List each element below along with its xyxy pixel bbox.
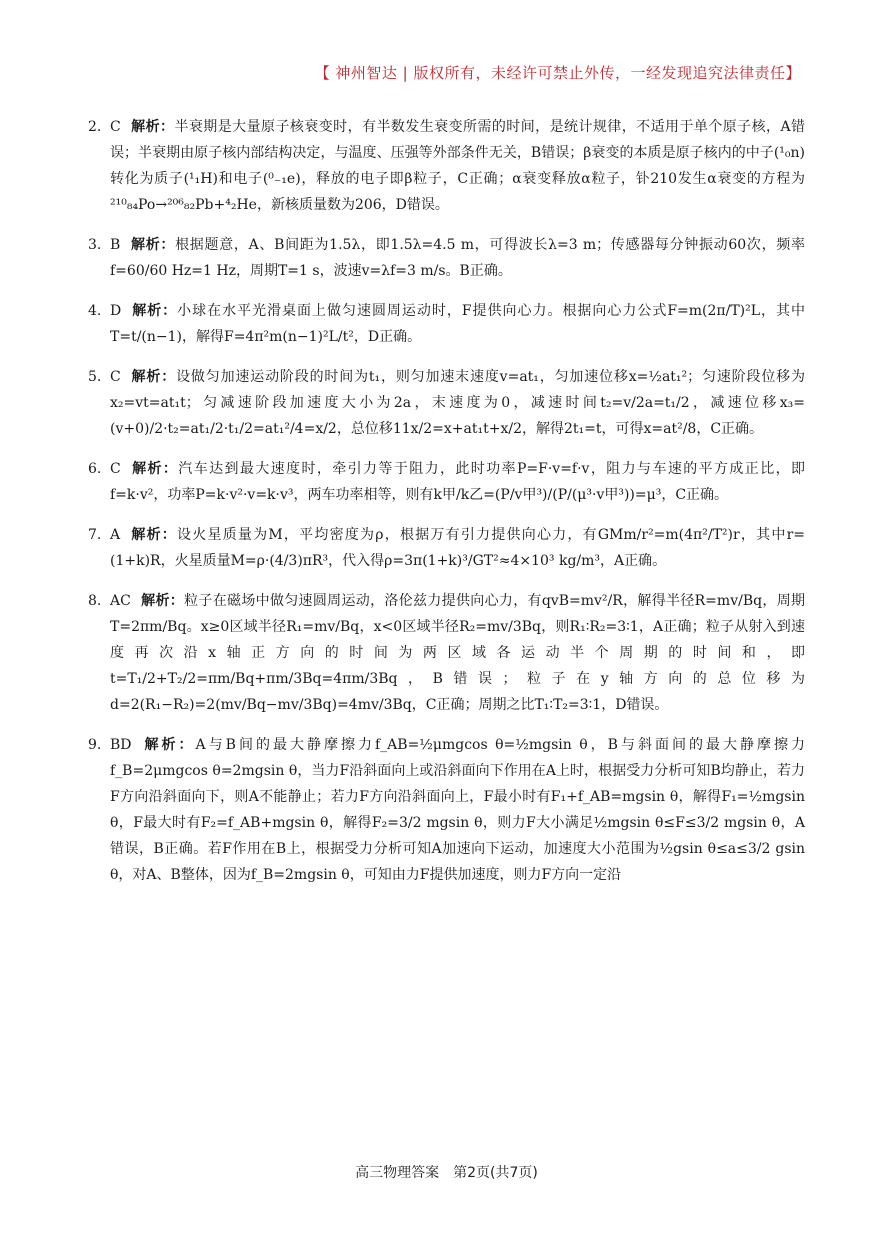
question-number: 3. — [88, 237, 102, 253]
analysis-text: 半衰期是大量原子核衰变时，有半数发生衰变所需的时间，是统计规律，不适用于单个原子核，A错误；半衰期由原子核内部结构决定，与温度、压强等外部条件无关，B错误；β衰变的本质是原子核内的中子(¹₀n)转化为质子(¹₁H)和电子(⁰₋₁e)，释放的电子即β粒子，C正确；α衰变释放α粒子，钋210发生α衰变的方程为²¹⁰₈₄Po→²⁰⁶₈₂Pb+⁴₂He，新核质量数为206，D错误。 — [110, 119, 806, 213]
question-number: 4. — [88, 303, 102, 319]
analysis-label: 解析： — [130, 461, 179, 477]
question-5 — [88, 364, 805, 442]
question-number: 7. — [88, 527, 102, 543]
question-number: 2. — [88, 119, 102, 135]
question-4 — [88, 298, 805, 350]
page-footer: 高三物理答案 第2页(共7页) — [355, 1165, 538, 1181]
question-answer: C — [110, 461, 121, 477]
question-answer: A — [110, 527, 121, 543]
question-9 — [88, 732, 805, 888]
question-answer: BD — [110, 737, 132, 753]
question-answer: AC — [110, 593, 131, 609]
question-2 — [88, 114, 806, 218]
question-3 — [88, 232, 805, 284]
analysis-label: 解析： — [130, 119, 175, 135]
analysis-label: 解析： — [141, 737, 196, 753]
question-answer: B — [110, 237, 121, 253]
analysis-label: 解析： — [130, 369, 177, 385]
analysis-label: 解析： — [130, 237, 176, 253]
question-8 — [88, 588, 805, 718]
analysis-text: 设火星质量为M，平均密度为ρ，根据万有引力提供向心力，有GMm/r²=m(4π²/T²)r，其中r=(1+k)R，火星质量M=ρ·(4/3)πR³，代入得ρ=3π(1+k)³/GT²≈4×10³ kg/m³，A正确。 — [110, 527, 806, 569]
question-number: 5. — [88, 369, 102, 385]
question-number: 9. — [88, 737, 102, 753]
analysis-text: 根据题意，A、B间距为1.5λ，即1.5λ=4.5 m，可得波长λ=3 m；传感器每分钟振动60次，频率f=60/60 Hz=1 Hz，周期T=1 s，波速v=λf=3 m/s。B正确。 — [110, 237, 805, 279]
answer-content — [88, 100, 806, 896]
question-answer: C — [110, 119, 121, 135]
analysis-text: 粒子在磁场中做匀速圆周运动，洛伦兹力提供向心力，有qvB=mv²/R，解得半径R=mv/Bq，周期T=2πm/Bq。x≥0区域半径R₁=mv/Bq，x<0区域半径R₂=mv/3Bq，则R₁∶R₂=3∶1，A正确；粒子从射入到速度再次沿x轴正方向的时间为两区域各运动半个周期的时间和，即t=T₁/2+T₂/2=πm/Bq+πm/3Bq=4πm/3Bq，B错误；粒子在y轴方向的总位移为d=2(R₁−R₂)=2(mv/Bq−mv/3Bq)=4mv/3Bq，C正确；周期之比T₁∶T₂=3∶1，D错误。 — [110, 593, 805, 713]
question-answer: D — [110, 303, 122, 319]
analysis-label: 解析： — [140, 593, 185, 609]
analysis-label: 解析： — [130, 527, 178, 543]
analysis-text: A与B间的最大静摩擦力f_AB=½μmgcos θ=½mgsin θ，B与斜面间的最大静摩擦力f_B=2μmgcos θ=2mgsin θ，当力F沿斜面向上或沿斜面向下作用在A上时，根据受力分析可知B均静止，若力F方向沿斜面向下，则A不能静止；若力F方向沿斜面向上，F最小时有F₁+f_AB=mgsin θ，解得F₁=½mgsin θ，F最大时有F₂=f_AB+mgsin θ，解得F₂=3/2 mgsin θ，则力F大小满足½mgsin θ≤F≤3/2 mgsin θ，A错误，B正确。若F作用在B上，根据受力分析可知A加速向下运动，加速度大小范围为½gsin θ≤a≤3/2 gsin θ，对A、B整体，因为f_B=2mgsin θ，可知由力F提供加速度，则力F方向一定沿 — [110, 737, 805, 883]
analysis-label: 解析： — [131, 303, 178, 319]
analysis-text: 小球在水平光滑桌面上做匀速圆周运动时，F提供向心力。根据向心力公式F=m(2π/T)²L，其中T=t/(n−1)，解得F=4π²m(n−1)²L/t²，D正确。 — [110, 303, 805, 345]
question-answer: C — [110, 369, 121, 385]
copyright-banner: 【 神州智达 | 版权所有，未经许可禁止外传，一经发现追究法律责任】 — [314, 64, 801, 82]
question-7 — [88, 522, 806, 574]
question-6 — [88, 456, 805, 508]
question-number: 8. — [88, 593, 102, 609]
analysis-text: 汽车达到最大速度时，牵引力等于阻力，此时功率P=F·v=f·v，阻力与车速的平方成正比，即f=k·v²，功率P=k·v²·v=k·v³，两车功率相等，则有k甲/k乙=(P/v甲³)/(P/(μ³·v甲³))=μ³，C正确。 — [110, 461, 805, 503]
analysis-text: 设做匀加速运动阶段的时间为t₁，则匀加速末速度v=at₁，匀加速位移x=½at₁²；匀速阶段位移为x₂=vt=at₁t；匀减速阶段加速度大小为2a，末速度为0，减速时间t₂=v/2a=t₁/2，减速位移x₃=(v+0)/2·t₂=at₁/2·t₁/2=at₁²/4=x/2，总位移11x/2=x+at₁t+x/2，解得2t₁=t，可得x=at²/8，C正确。 — [110, 369, 805, 437]
question-number: 6. — [88, 461, 102, 477]
